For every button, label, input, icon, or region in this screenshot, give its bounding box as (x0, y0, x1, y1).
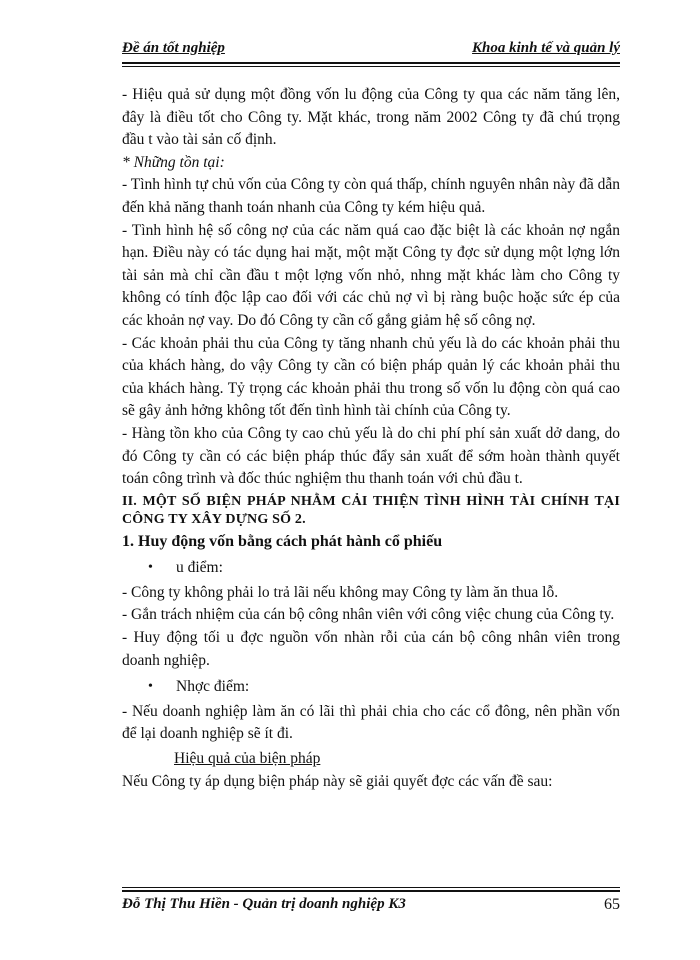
sub-heading-effectiveness: Hiệu quả của biện pháp (174, 750, 321, 768)
paragraph: - Nếu doanh nghiệp làm ăn có lãi thì phải chia cho các cổ đông, nên phần vốn để lại doanh nghiệp sẽ ít đi. (122, 702, 620, 743)
bullet-disadvantages (122, 676, 620, 699)
header-title-right: Khoa kinh tế và quản lý (472, 40, 620, 56)
header-rule-thin (122, 66, 620, 67)
footer-rule-thick (122, 890, 620, 892)
page-footer (122, 896, 620, 920)
paragraph: - Huy động tối u đợc nguồn vốn nhàn rỗi của cán bộ công nhân viên trong doanh nghiệp. (122, 629, 620, 669)
paragraph: - Hiệu quả sử dụng một đồng vốn lu động của Công ty qua các năm tăng lên, đây là điều tốt cho Công ty. Mặt khác, trong năm 2002 Công ty đã chú trọng đầu t vào tài sản cố định. (122, 86, 620, 149)
header-title-left: Đề án tốt nghiệp (122, 40, 225, 56)
page-body (122, 84, 620, 793)
bullet-label: u điểm: (176, 559, 223, 577)
bullet-advantages (122, 557, 620, 580)
paragraph: Nếu Công ty áp dụng biện pháp này sẽ giải quyết đợc các vấn đề sau: (122, 772, 553, 790)
paragraph: - Tình hình tự chủ vốn của Công ty còn quá thấp, chính nguyên nhân này đã dẫn đến khả năng thanh toán nhanh của Công ty kém hiệu quả. (122, 176, 620, 216)
header-rule-thick (122, 62, 620, 64)
paragraph: - Công ty không phải lo trả lãi nếu không may Công ty làm ăn thua lỗ. (122, 583, 559, 601)
paragraph: - Tình hình hệ số công nợ của các năm quá cao đặc biệt là các khoản nợ ngắn hạn. Điều này có tác dụng hai mặt, một mặt Công ty đợc sử dụng một lợng lớn tài sản mà chỉ cần đầu t một lợng vốn nhỏ, nhng mặt khác làm cho Công ty không có tính độc lập cao đối với các chủ nợ vì bị ràng buộc hoặc sức ép của các khoản nợ vay. Do đó Công ty cần cố gắng giảm hệ số công nợ. (122, 221, 620, 329)
paragraph: - Các khoản phải thu của Công ty tăng nhanh chủ yếu là do các khoản phải thu của khách hàng, do vậy Công ty cần có biện pháp quản lý các khoản phải thu của khách hàng. Tỷ trọng các khoản phải thu trong số vốn lu động còn quá cao sẽ gây ảnh hởng không tốt đến tình hình tài chính của Công ty. (122, 334, 620, 420)
bullet-label: Nhợc điểm: (176, 678, 250, 696)
footer-rule-thin (122, 887, 620, 888)
paragraph: - Gắn trách nhiệm của cán bộ công nhân viên với công việc chung của Công ty. (122, 606, 615, 624)
bullet-icon: • (148, 560, 153, 576)
paragraph: - Hàng tồn kho của Công ty cao chủ yếu là do chi phí phí sản xuất dở dang, do đó Công ty cần có các biện pháp thúc đẩy sản xuất để sớm hoàn thành quyết toán công trình và đốc thúc nghiệm thu thanh toán với chủ đầu t. (122, 424, 620, 488)
subsection-heading: 1. Huy động vốn bằng cách phát hành cổ phiếu (122, 532, 443, 550)
footer-author: Đỗ Thị Thu Hiền - Quản trị doanh nghiệp K3 (122, 896, 406, 912)
bullet-icon: • (148, 679, 153, 695)
section-heading: II. MỘT SỐ BIỆN PHÁP NHẰM CẢI THIỆN TÌNH HÌNH TÀI CHÍNH TẠI CÔNG TY XÂY DỰNG SỐ 2. (122, 493, 620, 527)
page-header (122, 40, 620, 64)
section-label-shortcomings: * Những tồn tại: (122, 153, 225, 171)
page-number: 65 (604, 896, 620, 913)
